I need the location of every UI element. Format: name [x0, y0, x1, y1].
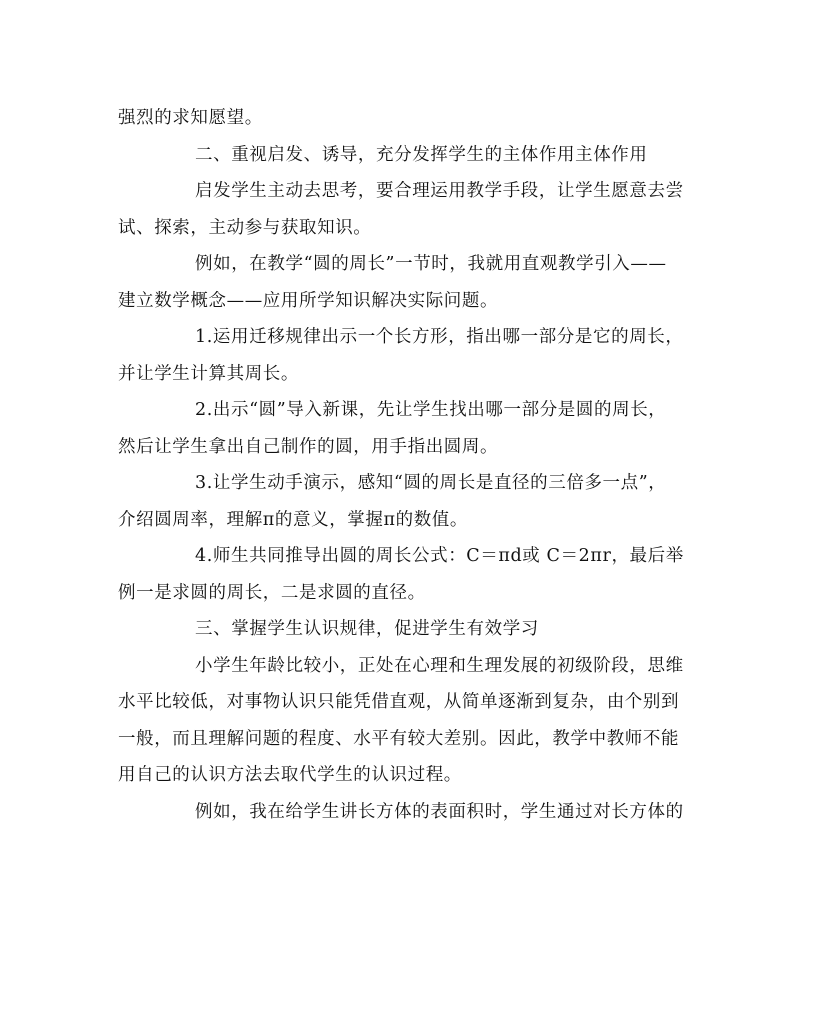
document-body — [118, 100, 710, 830]
paragraph-line: 试、探索，主动参与获取知识。 — [118, 217, 372, 238]
paragraph-line: 一般，而且理解问题的程度、水平有较大差别。因此，教学中教师不能 — [118, 728, 680, 749]
list-item-3-cont: 介绍圆周率，理解π的意义，掌握π的数值。 — [118, 509, 469, 530]
paragraph-line: 用自己的认识方法去取代学生的认识过程。 — [118, 765, 462, 785]
list-item-2-cont: 然后让学生拿出自己制作的圆，用手指出圆周。 — [118, 436, 499, 457]
paragraph-line: 小学生年龄比较小，正处在心理和生理发展的初级阶段，思维 — [195, 655, 684, 676]
section-heading-3: 三、掌握学生认识规律，促进学生有效学习 — [195, 619, 539, 639]
paragraph-line: 例如，在教学“圆的周长”一节时，我就用直观教学引入—— — [195, 254, 667, 274]
list-item-4-cont: 例一是求圆的周长，二是求圆的直径。 — [118, 582, 426, 603]
text-line: 强烈的求知愿望。 — [118, 108, 263, 128]
list-item-1-cont: 并让学生计算其周长。 — [118, 363, 299, 384]
paragraph-line: 水平比较低，对事物认识只能凭借直观，从简单逐渐到复杂，由个别到 — [118, 692, 680, 712]
list-item-1: 1.运用迁移规律出示一个长方形，指出哪一部分是它的周长， — [195, 327, 684, 347]
paragraph-line: 例如，我在给学生讲长方体的表面积时，学生通过对长方体的 — [195, 801, 684, 822]
section-heading-2: 二、重视启发、诱导，充分发挥学生的主体作用主体作用 — [195, 144, 648, 165]
list-item-2: 2.出示“圆”导入新课，先让学生找出哪一部分是圆的周长， — [195, 400, 667, 420]
list-item-3: 3.让学生动手演示，感知“圆的周长是直径的三倍多一点”， — [195, 473, 667, 493]
paragraph-line: 启发学生主动去思考，要合理运用教学手段，让学生愿意去尝 — [195, 181, 684, 201]
paragraph-line: 建立数学概念——应用所学知识解决实际问题。 — [118, 290, 499, 311]
list-item-4: 4.师生共同推导出圆的周长公式：C＝πd或 C＝2πr，最后举 — [195, 546, 684, 566]
